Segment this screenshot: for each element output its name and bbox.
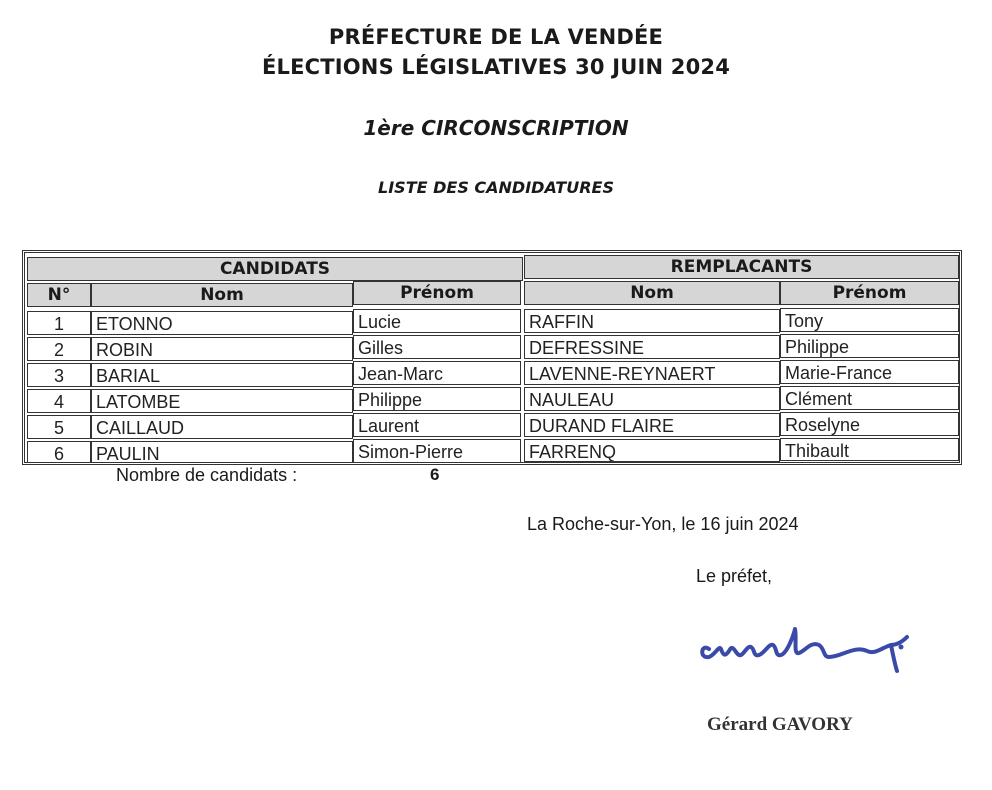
table-cell-remplacant-prenom: Marie-France (780, 360, 959, 384)
signatory-name: Gérard GAVORY (707, 714, 853, 735)
table-cell-nom: BARIAL (91, 363, 353, 387)
table-cell-num: 5 (27, 415, 91, 439)
table-cell-remplacant-prenom: Roselyne (780, 412, 959, 436)
table-cell-remplacant-prenom: Philippe (780, 334, 959, 358)
place-and-date: La Roche-sur-Yon, le 16 juin 2024 (527, 514, 799, 534)
table-cell-prenom: Lucie (353, 309, 521, 333)
circonscription-title: 1ère CIRCONSCRIPTION (363, 116, 629, 140)
table-cell-nom: ROBIN (91, 337, 353, 361)
table-cell-prenom: Simon-Pierre (353, 439, 521, 463)
table-cell-remplacant-prenom: Clément (780, 386, 959, 410)
prefet-label: Le préfet, (696, 566, 773, 586)
table-cell-num: 2 (27, 337, 91, 361)
prefecture-title: PRÉFECTURE DE LA VENDÉE (328, 25, 664, 49)
table-cell-num: 4 (27, 389, 91, 413)
table-cell-remplacant-nom: RAFFIN (524, 309, 780, 333)
table-cell-prenom: Jean-Marc (353, 361, 521, 385)
table-cell-prenom: Laurent (353, 413, 521, 437)
column-header-num: N° (27, 283, 91, 307)
table-cell-remplacant-prenom: Tony (780, 308, 959, 332)
table-cell-nom: ETONNO (91, 311, 353, 335)
column-header-remplacant-nom: Nom (524, 281, 780, 305)
election-title: ÉLECTIONS LÉGISLATIVES 30 JUIN 2024 (261, 55, 731, 79)
table-cell-nom: PAULIN (91, 441, 353, 463)
table-cell-remplacant-nom: DURAND FLAIRE (524, 413, 780, 437)
column-header-nom: Nom (91, 283, 353, 307)
candidate-count-label: Nombre de candidats : (116, 465, 298, 485)
candidates-table (22, 250, 962, 465)
table-cell-prenom: Philippe (353, 387, 521, 411)
table-cell-remplacant-nom: DEFRESSINE (524, 335, 780, 359)
handwritten-signature (695, 615, 915, 675)
group-header-candidats: CANDIDATS (27, 257, 523, 281)
column-header-prenom: Prénom (353, 281, 521, 305)
table-cell-num: 1 (27, 311, 91, 335)
table-cell-remplacant-nom: FARRENQ (524, 439, 780, 462)
table-cell-remplacant-prenom: Thibault (780, 438, 959, 461)
list-subtitle: LISTE DES CANDIDATURES (378, 178, 614, 197)
table-cell-num: 3 (27, 363, 91, 387)
table-cell-nom: LATOMBE (91, 389, 353, 413)
table-cell-remplacant-nom: NAULEAU (524, 387, 780, 411)
candidate-count-value: 6 (430, 465, 440, 484)
table-cell-remplacant-nom: LAVENNE-REYNAERT (524, 361, 780, 385)
group-header-remplacants: REMPLACANTS (524, 255, 959, 279)
table-cell-num: 6 (27, 441, 91, 463)
column-header-remplacant-prenom: Prénom (780, 281, 959, 305)
table-cell-prenom: Gilles (353, 335, 521, 359)
table-cell-nom: CAILLAUD (91, 415, 353, 439)
